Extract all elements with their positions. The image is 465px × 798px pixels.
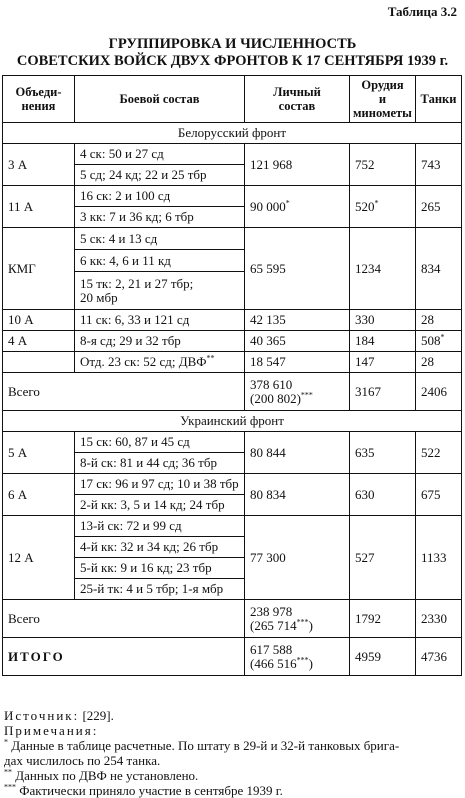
- total-label: Всего: [3, 600, 245, 638]
- unit-cell: 10 А: [3, 310, 75, 331]
- section-ukrainian: Украинский фронт: [3, 411, 462, 432]
- guns-cell: 330: [350, 310, 416, 331]
- unit-cell: 5 А: [3, 432, 75, 474]
- composition-cell: 5-й кк: 9 и 16 кд; 23 тбр: [75, 558, 245, 579]
- table-row: [3, 516, 462, 537]
- composition-cell: 6 кк: 4, 6 и 11 кд: [75, 250, 245, 272]
- table-row: [3, 228, 462, 250]
- tanks-cell: 28: [416, 352, 462, 373]
- tanks-cell: 834: [416, 228, 462, 310]
- personnel-cell: 80 844: [245, 432, 350, 474]
- tanks-cell: 2330: [416, 600, 462, 638]
- header-unit: Объеди- нения: [3, 76, 75, 123]
- grand-total-label: ИТОГО: [3, 638, 245, 676]
- total-label: Всего: [3, 373, 245, 411]
- header-personnel: Личный состав: [245, 76, 350, 123]
- unit-cell: 11 А: [3, 186, 75, 228]
- unit-cell: КМГ: [3, 228, 75, 310]
- tanks-cell: 522: [416, 432, 462, 474]
- section-row: [3, 123, 462, 144]
- composition-cell: 15 тк: 2, 21 и 27 тбр; 20 мбр: [75, 272, 245, 310]
- composition-cell: 8-я сд; 29 и 32 тбр: [75, 331, 245, 352]
- table-title-line1: ГРУППИРОВКА И ЧИСЛЕННОСТЬ: [108, 36, 357, 52]
- table-row: [3, 310, 462, 331]
- table-notes: [4, 708, 460, 798]
- unit-cell: 4 А: [3, 331, 75, 352]
- personnel-cell: 77 300: [245, 516, 350, 600]
- tanks-cell: 675: [416, 474, 462, 516]
- grand-total-row: [3, 638, 462, 676]
- note-2: ** Данных по ДВФ не установлено.: [4, 767, 199, 783]
- note-3: *** Фактически приняло участие в сентябре 1939 г.: [4, 782, 283, 798]
- guns-cell: 184: [350, 331, 416, 352]
- unit-cell: 3 А: [3, 144, 75, 186]
- composition-cell: 15 ск: 60, 87 и 45 сд: [75, 432, 245, 453]
- personnel-cell: 65 595: [245, 228, 350, 310]
- section-row: [3, 411, 462, 432]
- personnel-cell: 121 968: [245, 144, 350, 186]
- composition-cell: 13-й ск: 72 и 99 сд: [75, 516, 245, 537]
- table-title-line2: СОВЕТСКИХ ВОЙСК ДВУХ ФРОНТОВ К 17 СЕНТЯБРЯ 1939 г.: [16, 53, 449, 69]
- composition-cell: 11 ск: 6, 33 и 121 сд: [75, 310, 245, 331]
- personnel-cell: 18 547: [245, 352, 350, 373]
- tanks-cell: 4736: [416, 638, 462, 676]
- composition-cell: 3 кк: 7 и 36 кд; 6 тбр: [75, 207, 245, 228]
- section-belorussian: Белорусский фронт: [3, 123, 462, 144]
- personnel-cell: 617 588 (466 516***): [245, 638, 350, 676]
- header-composition: Боевой состав: [75, 76, 245, 123]
- personnel-cell: 238 978 (265 714***): [245, 600, 350, 638]
- guns-cell: 147: [350, 352, 416, 373]
- troops-table: [2, 75, 462, 676]
- tanks-cell: 28: [416, 310, 462, 331]
- composition-cell: 17 ск: 96 и 97 сд; 10 и 38 тбр: [75, 474, 245, 495]
- guns-cell: 1792: [350, 600, 416, 638]
- guns-cell: 4959: [350, 638, 416, 676]
- tanks-cell: 1133: [416, 516, 462, 600]
- tanks-cell: 265: [416, 186, 462, 228]
- unit-cell: 6 А: [3, 474, 75, 516]
- guns-cell: 520*: [350, 186, 416, 228]
- tanks-cell: 743: [416, 144, 462, 186]
- table-row: [3, 331, 462, 352]
- guns-cell: 3167: [350, 373, 416, 411]
- unit-cell: 12 А: [3, 516, 75, 600]
- notes-heading: Примечания:: [4, 723, 99, 738]
- header-row: [3, 76, 462, 123]
- note-1: * Данные в таблице расчетные. По штату в 29-й и 32-й танковых брига-: [4, 737, 400, 753]
- personnel-cell: 378 610 (200 802)***: [245, 373, 350, 411]
- composition-cell: 4 ск: 50 и 27 сд: [75, 144, 245, 165]
- tanks-cell: 508*: [416, 331, 462, 352]
- personnel-cell: 40 365: [245, 331, 350, 352]
- table-number-label: Таблица 3.2: [387, 4, 457, 19]
- guns-cell: 635: [350, 432, 416, 474]
- composition-cell: 25-й тк: 4 и 5 тбр; 1-я мбр: [75, 579, 245, 600]
- source-line: Источник: [229].: [4, 708, 114, 723]
- guns-cell: 630: [350, 474, 416, 516]
- header-guns: Орудия и минометы: [350, 76, 416, 123]
- personnel-cell: 80 834: [245, 474, 350, 516]
- composition-cell: 2-й кк: 3, 5 и 14 кд; 24 тбр: [75, 495, 245, 516]
- guns-cell: 752: [350, 144, 416, 186]
- composition-cell: Отд. 23 ск: 52 сд; ДВФ**: [75, 352, 245, 373]
- composition-cell: 8-й ск: 81 и 44 сд; 36 тбр: [75, 453, 245, 474]
- header-tanks: Танки: [416, 76, 462, 123]
- guns-cell: 527: [350, 516, 416, 600]
- composition-cell: 16 ск: 2 и 100 сд: [75, 186, 245, 207]
- table-row: [3, 186, 462, 207]
- personnel-cell: 42 135: [245, 310, 350, 331]
- table-row: [3, 432, 462, 453]
- table-row: [3, 352, 462, 373]
- unit-cell: [3, 352, 75, 373]
- composition-cell: 4-й кк: 32 и 34 кд; 26 тбр: [75, 537, 245, 558]
- table-row: [3, 474, 462, 495]
- table-row: [3, 144, 462, 165]
- composition-cell: 5 ск: 4 и 13 сд: [75, 228, 245, 250]
- total-row: [3, 373, 462, 411]
- composition-cell: 5 сд; 24 кд; 22 и 25 тбр: [75, 165, 245, 186]
- note-1-continued: дах числилось по 254 танка.: [4, 753, 161, 768]
- total-row: [3, 600, 462, 638]
- guns-cell: 1234: [350, 228, 416, 310]
- tanks-cell: 2406: [416, 373, 462, 411]
- personnel-cell: 90 000*: [245, 186, 350, 228]
